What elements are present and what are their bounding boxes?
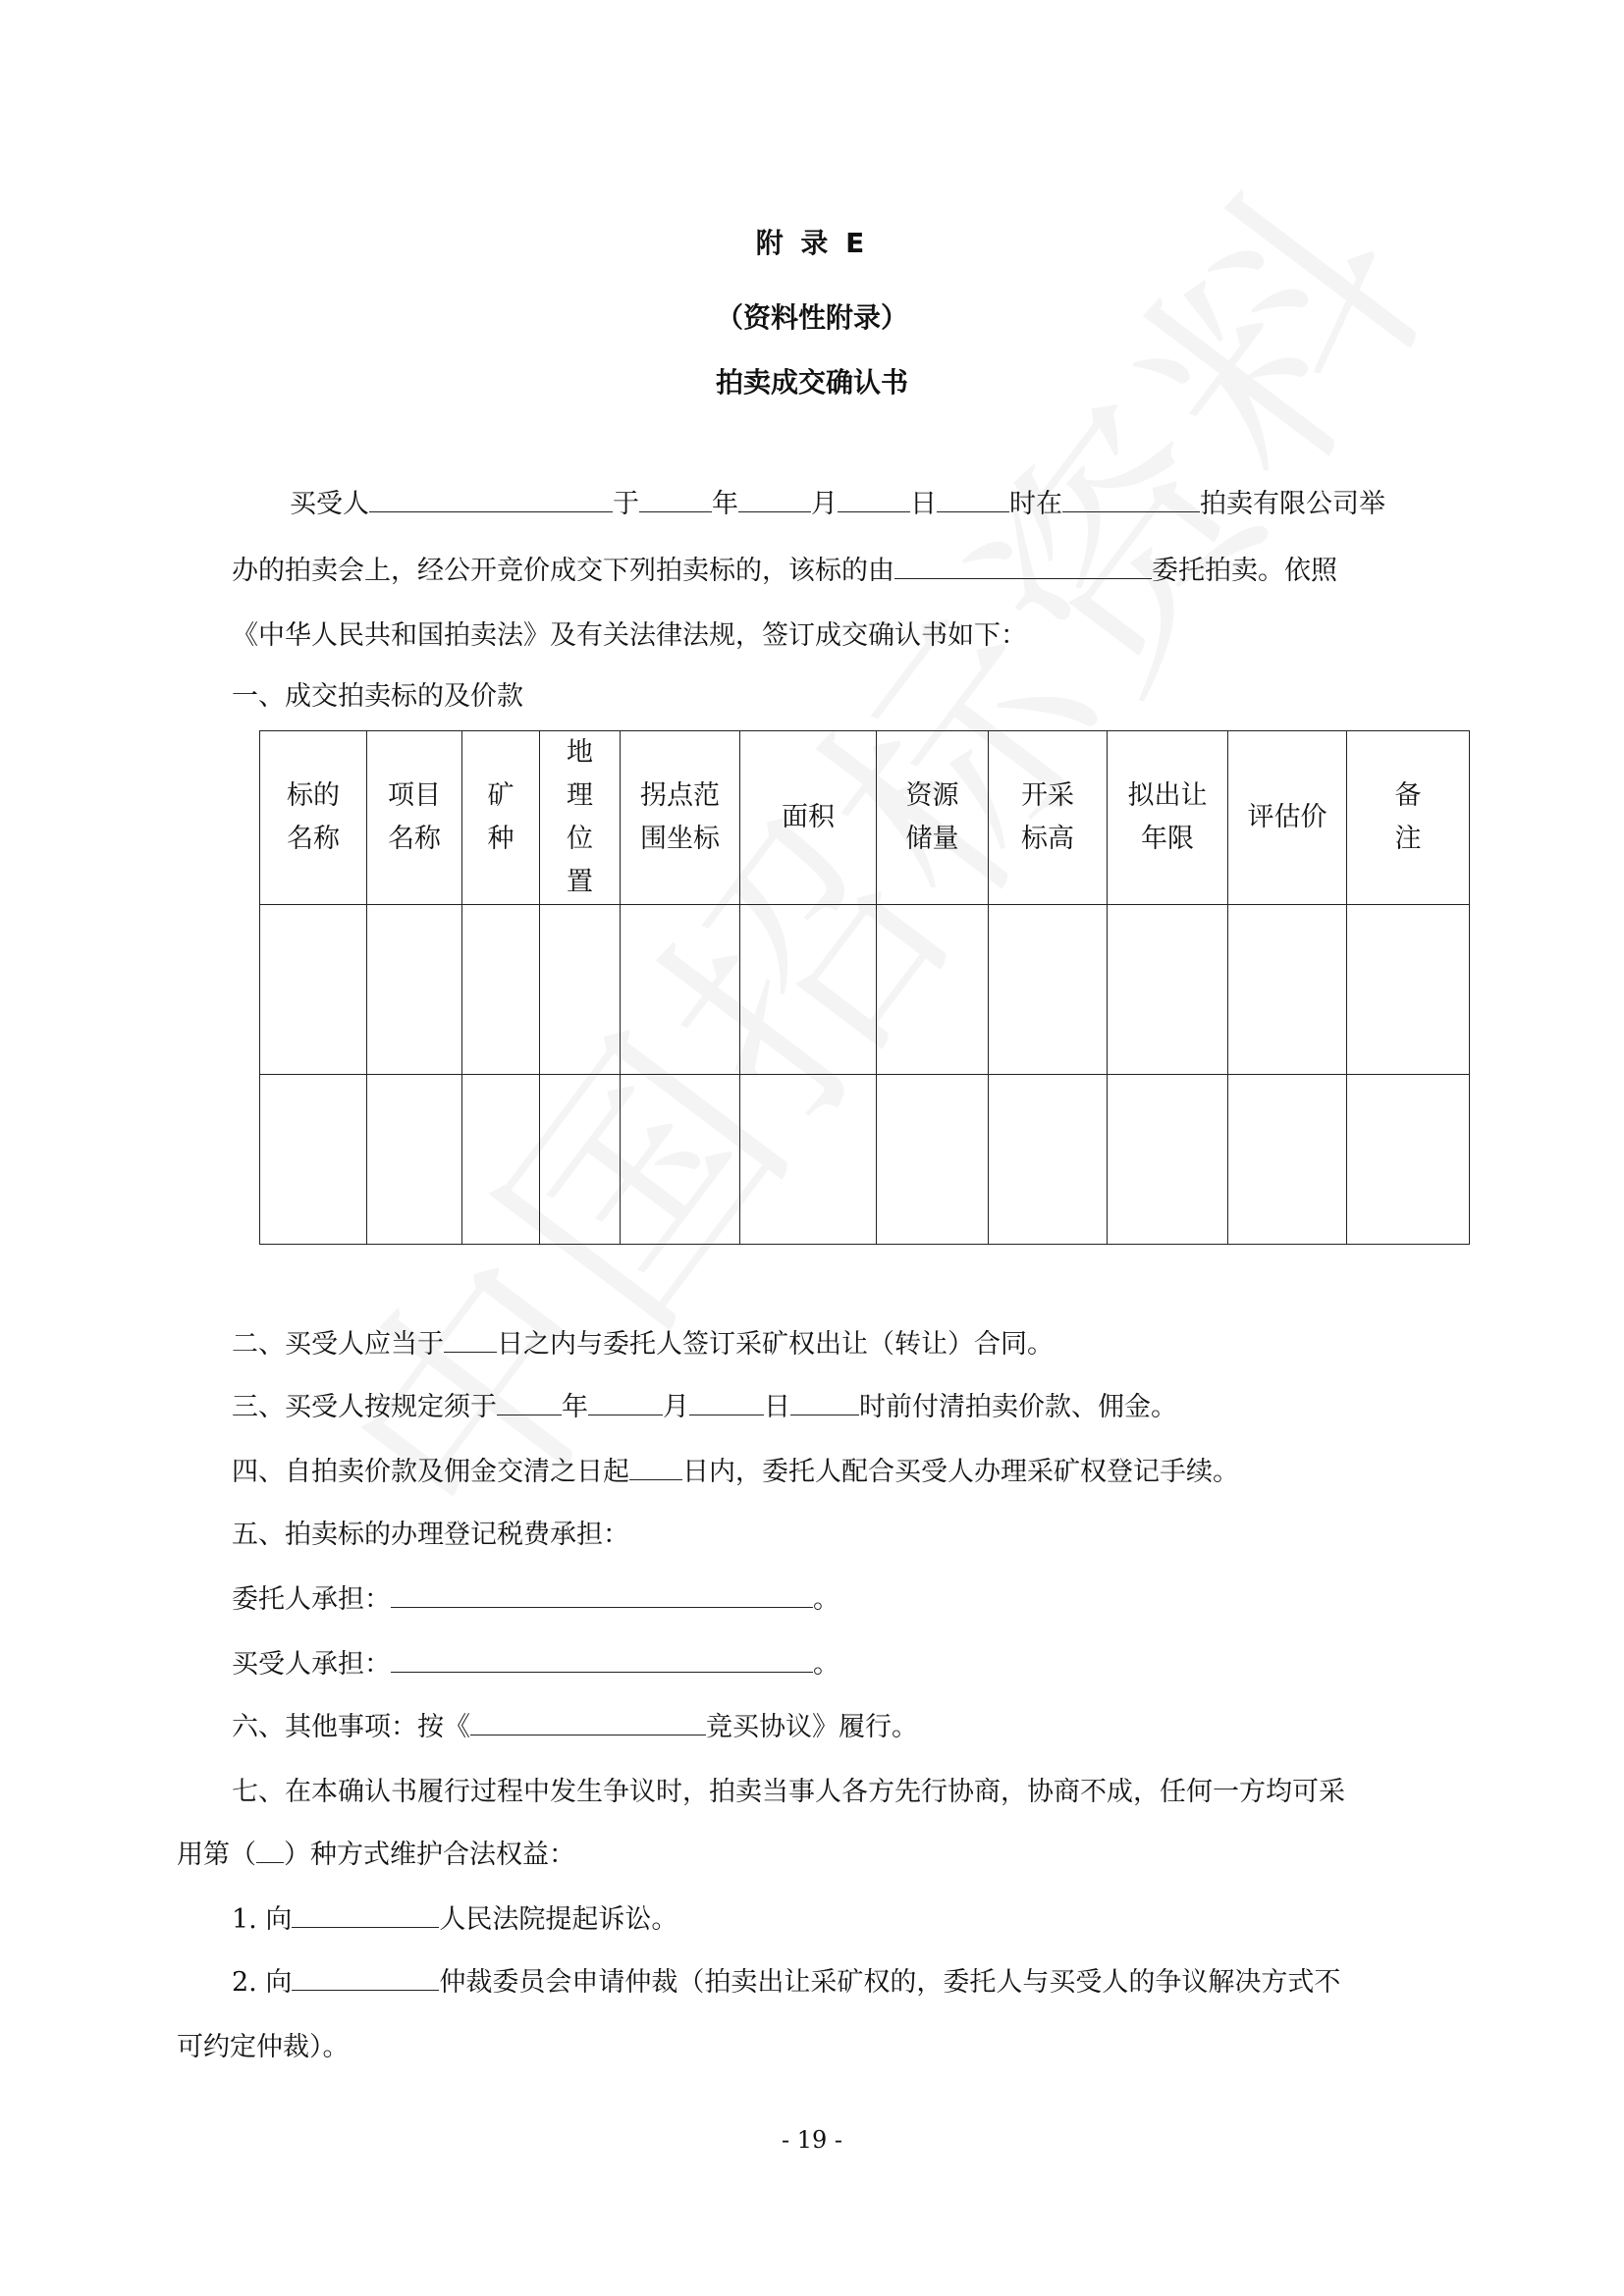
appendix-heading: 附 录 E	[755, 227, 869, 259]
table-header-cell: 评估价	[1228, 731, 1347, 905]
table-header-cell: 拐点范围坐标	[621, 731, 740, 905]
intro-text: 时在	[1009, 489, 1062, 519]
table-cell[interactable]	[1228, 1075, 1347, 1245]
table-cell[interactable]	[877, 905, 989, 1075]
table-cell[interactable]	[260, 1075, 367, 1245]
consignor-blank[interactable]	[894, 553, 1152, 579]
consignor-tax-line	[232, 1580, 839, 1620]
intro-text: 日	[910, 489, 937, 519]
table-header-cell: 资源储量	[877, 731, 989, 905]
item-text: 二、买受人应当于	[232, 1329, 444, 1360]
option-2	[232, 1963, 1340, 2002]
intro-text: 于	[613, 489, 639, 519]
intro-text: 月	[811, 489, 838, 519]
item-text: 。	[813, 1584, 839, 1615]
item-6	[232, 1708, 918, 1747]
item-text: 竞买协议》履行。	[706, 1712, 918, 1742]
pay-year-blank[interactable]	[497, 1389, 562, 1415]
item-text: 1. 向	[232, 1904, 293, 1935]
item-text: 月	[663, 1392, 689, 1422]
pay-hour-blank[interactable]	[790, 1389, 859, 1415]
item-text: 六、其他事项：按《	[232, 1712, 470, 1742]
table-cell[interactable]	[621, 905, 740, 1075]
table-cell[interactable]	[540, 905, 621, 1075]
pay-day-blank[interactable]	[689, 1389, 764, 1415]
item-text: 日之内与委托人签订采矿权出让（转让）合同。	[497, 1329, 1054, 1360]
table-header-cell: 地理位置	[540, 731, 621, 905]
table-header-cell: 标的名称	[260, 731, 367, 905]
item-text: 2. 向	[232, 1967, 293, 1998]
intro-text: 年	[712, 489, 738, 519]
table-cell[interactable]	[1347, 1075, 1470, 1245]
day-blank[interactable]	[838, 486, 910, 512]
intro-text: 买受人	[290, 489, 369, 519]
item-text: 买受人承担：	[232, 1649, 391, 1680]
page-number: - 19 -	[781, 2126, 842, 2154]
buyer-name-blank[interactable]	[369, 486, 613, 512]
table-header-cell: 开采标高	[989, 731, 1108, 905]
table-header-cell: 项目名称	[367, 731, 462, 905]
arbitration-blank[interactable]	[292, 1964, 439, 1991]
item-text: 日	[764, 1392, 790, 1422]
option-2-line-2: 可约定仲裁）。	[177, 2032, 350, 2062]
table-cell[interactable]	[740, 905, 877, 1075]
item-text: 人民法院提起诉讼。	[439, 1904, 678, 1935]
appendix-subtitle: （资料性附录）	[715, 301, 908, 334]
item-text: 时前付清拍卖价款、佣金。	[859, 1392, 1177, 1422]
court-blank[interactable]	[292, 1901, 439, 1928]
item-4	[232, 1453, 1239, 1492]
item-5: 五、拍卖标的办理登记税费承担：	[232, 1520, 629, 1550]
intro-text: 委托拍卖。依照	[1152, 556, 1337, 586]
item-text: 年	[562, 1392, 588, 1422]
item-text: ）种方式维护合法权益：	[284, 1840, 575, 1870]
buyer-tax-blank[interactable]	[391, 1646, 813, 1673]
table-cell[interactable]	[462, 905, 540, 1075]
table-cell[interactable]	[540, 1075, 621, 1245]
item-3	[232, 1388, 1177, 1427]
table-cell[interactable]	[367, 905, 462, 1075]
item-2	[232, 1325, 1054, 1364]
table-cell[interactable]	[621, 1075, 740, 1245]
table-cell[interactable]	[462, 1075, 540, 1245]
table-cell[interactable]	[1108, 1075, 1228, 1245]
item-text: 仲裁委员会申请仲裁（拍卖出让采矿权的，委托人与买受人的争议解决方式不	[439, 1967, 1341, 1998]
intro-text: 办的拍卖会上，经公开竞价成交下列拍卖标的，该标的由	[232, 556, 894, 586]
year-blank[interactable]	[639, 486, 712, 512]
table-cell[interactable]	[260, 905, 367, 1075]
item-text: 日内，委托人配合买受人办理采矿权登记手续。	[682, 1457, 1239, 1487]
consignor-tax-blank[interactable]	[391, 1581, 813, 1608]
auction-items-table	[259, 730, 1470, 1245]
auction-company-blank[interactable]	[1062, 486, 1200, 512]
table-cell[interactable]	[1108, 905, 1228, 1075]
item-text: 三、买受人按规定须于	[232, 1392, 497, 1422]
table-row	[260, 1075, 1470, 1245]
month-blank[interactable]	[738, 486, 811, 512]
table-cell[interactable]	[1228, 905, 1347, 1075]
item-text: 四、自拍卖价款及佣金交清之日起	[232, 1457, 629, 1487]
days-blank[interactable]	[444, 1326, 497, 1353]
item-text: 。	[813, 1649, 839, 1680]
table-cell[interactable]	[367, 1075, 462, 1245]
hour-blank[interactable]	[937, 486, 1009, 512]
table-cell[interactable]	[989, 1075, 1108, 1245]
intro-text: 拍卖有限公司举	[1200, 489, 1385, 519]
table-header-row	[260, 731, 1470, 905]
item-7-line-1: 七、在本确认书履行过程中发生争议时，拍卖当事人各方先行协商，协商不成，任何一方均可采	[232, 1777, 1345, 1807]
buyer-tax-line	[232, 1645, 839, 1684]
intro-line-1	[290, 485, 1385, 524]
option-1	[232, 1900, 677, 1940]
table-cell[interactable]	[877, 1075, 989, 1245]
table-row	[260, 905, 1470, 1075]
table-cell[interactable]	[989, 905, 1108, 1075]
pay-month-blank[interactable]	[588, 1389, 663, 1415]
method-blank[interactable]	[256, 1837, 284, 1863]
table-cell[interactable]	[1347, 905, 1470, 1075]
item-7-line-2	[177, 1836, 575, 1875]
table-cell[interactable]	[740, 1075, 877, 1245]
agreement-name-blank[interactable]	[470, 1709, 706, 1735]
table-header-cell: 备注	[1347, 731, 1470, 905]
table-header-cell: 拟出让年限	[1108, 731, 1228, 905]
section-1-heading: 一、成交拍卖标的及价款	[232, 681, 523, 712]
document-title: 拍卖成交确认书	[715, 366, 908, 399]
item-text: 委托人承担：	[232, 1584, 391, 1615]
table-header-cell: 矿种	[462, 731, 540, 905]
table-header-cell: 面积	[740, 731, 877, 905]
item-text: 用第（	[177, 1840, 256, 1870]
register-days-blank[interactable]	[629, 1454, 682, 1480]
intro-line-3: 《中华人民共和国拍卖法》及有关法律法规，签订成交确认书如下：	[232, 620, 1027, 651]
intro-line-2	[232, 552, 1337, 591]
